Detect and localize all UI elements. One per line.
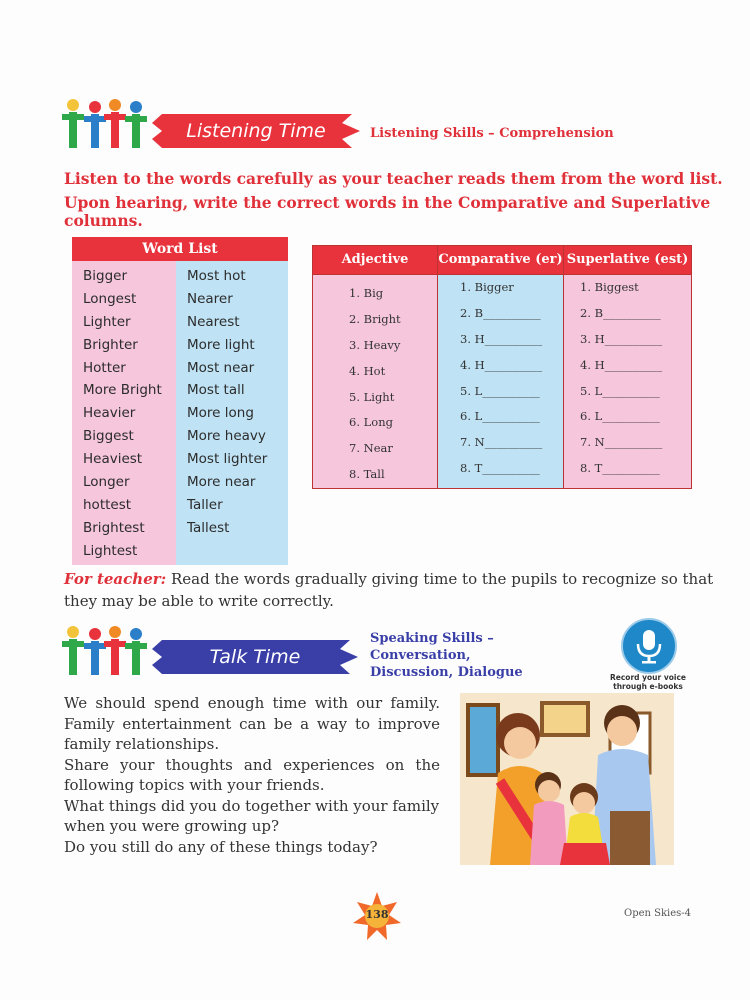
word-item: Lighter	[83, 313, 131, 330]
skill-line: Conversation,	[370, 648, 471, 663]
instruction-line: Listen to the words carefully as your teacher reads them from the word list.	[64, 169, 723, 188]
mic-caption-line: through e-books	[613, 682, 683, 691]
table-cell: 7. N__________	[460, 435, 543, 450]
table-cell: 8. Tall	[349, 467, 385, 482]
table-cell: 3. Heavy	[349, 337, 401, 352]
page-number: 138	[365, 908, 389, 921]
table-cell: 4. Hot	[349, 363, 386, 378]
word-item: Hotter	[83, 359, 126, 376]
family-illustration	[460, 693, 674, 865]
word-item: Lightest	[83, 542, 138, 559]
table-cell: 4. H__________	[580, 357, 663, 372]
word-item: Longest	[83, 290, 137, 307]
table-cell: 2. B__________	[580, 305, 661, 320]
banner-label: Listening Time	[186, 120, 326, 142]
paragraph-line: following topics with your friends.	[64, 776, 325, 794]
table-cell: 1. Bigger	[460, 280, 514, 294]
column-header: Comparative (er)	[438, 246, 563, 275]
paragraph-line: when you were growing up?	[64, 817, 280, 835]
word-item: Most near	[187, 359, 255, 376]
mic-caption	[598, 673, 698, 691]
table-cell: 1. Big	[349, 286, 384, 300]
table-cell: 1. Biggest	[580, 280, 639, 294]
kids-icon	[62, 625, 150, 677]
paragraph-line: family relationships.	[64, 735, 220, 753]
talk-body	[64, 693, 440, 857]
paragraph-line: Share your thoughts and experiences on the	[64, 755, 440, 774]
instruction-line: Upon hearing, write the correct words in the Comparative and Superlative	[64, 193, 711, 212]
record-voice-button[interactable]	[621, 618, 677, 674]
listening-skill-label: Listening Skills – Comprehension	[370, 126, 614, 141]
table-cell: 6. L__________	[460, 409, 540, 424]
column-header: Adjective	[313, 246, 437, 275]
word-item: Heaviest	[83, 451, 143, 468]
adjective-column	[313, 246, 438, 488]
teacher-note-text: Read the words gradually giving time to the pupils to recognize so that	[166, 570, 714, 588]
banner-label: Talk Time	[209, 646, 301, 668]
paragraph-line: What things did you do together with your family	[64, 796, 440, 815]
word-item: More light	[187, 336, 255, 353]
word-item: Most hot	[187, 268, 246, 284]
table-cell: 8. T__________	[580, 461, 660, 476]
table-cell: 4. H__________	[460, 357, 543, 372]
column-header: Superlative (est)	[564, 246, 691, 275]
book-title: Open Skies-4	[624, 908, 692, 919]
table-cell: 2. B__________	[460, 305, 541, 320]
word-item: Brighter	[83, 336, 138, 353]
word-item: Most lighter	[187, 451, 268, 468]
superlative-column	[564, 246, 691, 488]
paragraph-line: Family entertainment can be a way to improve	[64, 714, 440, 733]
table-cell: 2. Bright	[349, 311, 401, 326]
skill-line: Discussion, Dialogue	[370, 665, 523, 680]
teacher-note-text: they may be able to write correctly.	[64, 592, 334, 610]
word-item: Longer	[83, 474, 130, 491]
teacher-note	[64, 568, 714, 612]
word-item: More long	[187, 405, 254, 422]
word-item: Brightest	[83, 519, 145, 536]
mic-caption-line: Record your voice	[610, 673, 686, 682]
word-item: More heavy	[187, 428, 266, 445]
word-item: Taller	[187, 496, 223, 513]
listening-time-banner	[152, 114, 360, 148]
word-item: Heavier	[83, 405, 136, 422]
word-item: Nearest	[187, 313, 240, 330]
table-cell: 5. Light	[349, 389, 395, 404]
instruction-line: columns.	[64, 211, 143, 230]
page-number-badge	[353, 892, 401, 940]
paragraph-line: Do you still do any of these things today?	[64, 837, 378, 856]
table-cell: 6. L__________	[580, 409, 660, 424]
table-cell: 3. H__________	[580, 331, 663, 346]
talk-time-banner	[152, 640, 358, 674]
table-cell: 8. T__________	[460, 461, 540, 476]
speaking-skill-label	[370, 630, 523, 681]
skill-line: Speaking Skills –	[370, 631, 494, 646]
comparative-column	[438, 246, 564, 488]
paragraph-line: We should spend enough time with our family.	[64, 694, 440, 712]
word-list-title: Word List	[72, 237, 288, 261]
word-item: More Bright	[83, 382, 162, 399]
table-cell: 6. Long	[349, 415, 393, 430]
microphone-icon	[623, 620, 675, 672]
instruction-text	[64, 167, 723, 233]
table-cell: 3. H__________	[460, 331, 543, 346]
word-item: Nearer	[187, 290, 233, 307]
word-item: Biggest	[83, 428, 134, 445]
word-item: Tallest	[187, 519, 230, 536]
word-item: Most tall	[187, 382, 245, 399]
table-cell: 5. L__________	[460, 383, 540, 398]
table-cell: 5. L__________	[580, 383, 660, 398]
kids-icon	[62, 98, 150, 150]
word-list-col2	[176, 261, 288, 565]
word-item: Bigger	[83, 268, 128, 284]
table-cell: 7. Near	[349, 441, 393, 456]
word-list-col1	[72, 261, 176, 565]
word-item: hottest	[83, 496, 132, 513]
teacher-note-label: For teacher:	[64, 570, 167, 588]
adjective-table	[312, 245, 692, 489]
word-item: More near	[187, 474, 256, 491]
table-cell: 7. N__________	[580, 435, 663, 450]
